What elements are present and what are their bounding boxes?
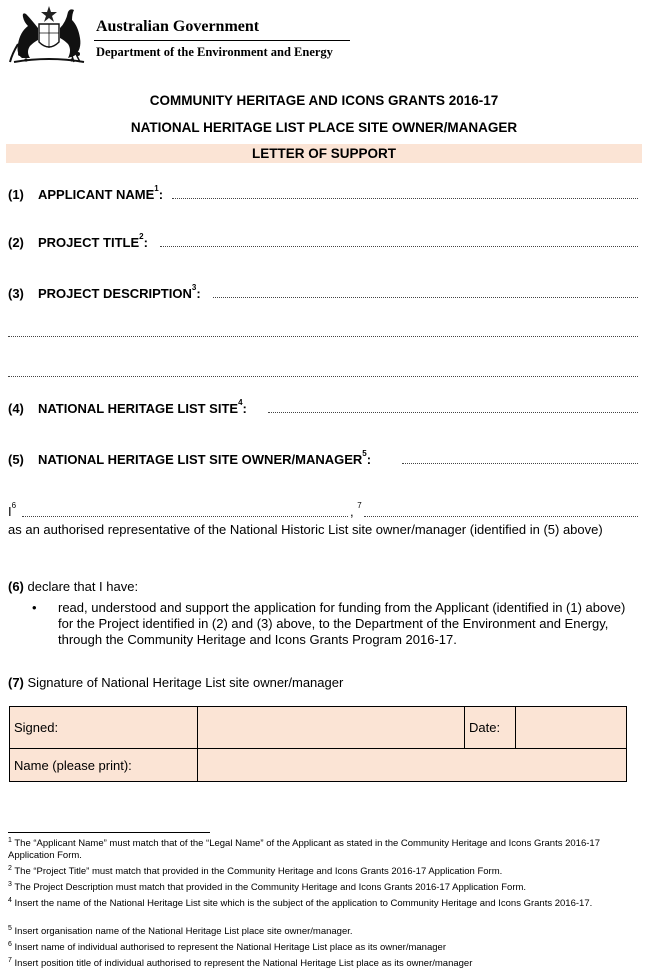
header-divider (94, 40, 350, 41)
representative-prefix: $I^6$ (8, 501, 17, 519)
signed-field[interactable] (198, 707, 465, 749)
representative-position-field[interactable] (364, 516, 638, 517)
footnote-5: $^5$ Insert organisation name of the National Heritage List place site owner/manager. (8, 925, 353, 937)
coat-of-arms-icon (8, 4, 90, 66)
date-label: Date: (465, 707, 516, 749)
project-description-field-line-1[interactable] (213, 297, 638, 298)
footnote-divider (8, 832, 210, 833)
declaration-intro: (6) declare that I have: (8, 579, 139, 594)
declaration-bullet: read, understood and support the application for funding from the Applicant (identified in (1) above) for the Project identified in (2) and (3) above, to the Department of the Environment and Energy, through the Community Heritage and Icons Grants Program 2016-17. (58, 600, 626, 647)
project-description-field-line-2[interactable] (8, 336, 638, 337)
project-title-field[interactable] (160, 246, 638, 247)
grant-title: COMMUNITY HERITAGE AND ICONS GRANTS 2016-17 (149, 93, 499, 108)
name-field[interactable] (198, 749, 627, 782)
question-applicant-name: (1) APPLICANT NAME$^1$: (8, 184, 164, 202)
heritage-site-field[interactable] (268, 412, 638, 413)
representative-name-field[interactable] (22, 516, 348, 517)
question-project-description: (3) PROJECT DESCRIPTION$^3$: (8, 283, 201, 301)
footnote-3: $^3$ The Project Description must match that provided in the Community Heritage and Icons Grants 2016-17 Application Form. (8, 881, 527, 893)
bullet-icon: • (32, 600, 37, 615)
footnote-1: $^1$ The “Applicant Name” must match that of the “Legal Name” of the Applicant as stated in the Community Heritage and Icons Grants 2016-17 Application Form. (8, 837, 600, 861)
applicant-name-field[interactable] (172, 198, 638, 199)
question-project-title: (2) PROJECT TITLE$^2$: (8, 232, 148, 250)
government-name: Australian Government (96, 18, 260, 35)
question-site-owner-manager: (5) NATIONAL HERITAGE LIST SITE OWNER/MANAGER$^5$: (8, 449, 372, 467)
department-name: Department of the Environment and Energy (96, 45, 333, 59)
footnote-4: $^4$ Insert the name of the National Heritage List site which is the subject of the application to Community Heritage and Icons Grants 2016-17. (8, 897, 593, 909)
representative-statement: as an authorised representative of the National Historic List site owner/manager (identified in (5) above) (8, 522, 603, 537)
site-owner-manager-field[interactable] (402, 463, 638, 464)
footnote-7: $^7$ Insert position title of individual authorised to represent the National Heritage List place as its owner/manager (8, 957, 473, 969)
footnote-6: $^6$ Insert name of individual authorised to represent the National Heritage List place as its owner/manager (8, 941, 446, 953)
signature-table (9, 706, 627, 782)
footnote-2: $^2$ The “Project Title” must match that provided in the Community Heritage and Icons Grants 2016-17 Application Form. (8, 865, 503, 877)
form-subtitle: NATIONAL HERITAGE LIST PLACE SITE OWNER/MANAGER (130, 120, 518, 135)
signature-heading: (7) Signature of National Heritage List site owner/manager (8, 675, 344, 690)
representative-position-marker: , $^7$ (350, 501, 362, 519)
name-label: Name (please print): (10, 749, 198, 782)
signed-label: Signed: (10, 707, 198, 749)
date-field[interactable] (516, 707, 627, 749)
project-description-field-line-3[interactable] (8, 376, 638, 377)
letter-title: LETTER OF SUPPORT (251, 146, 396, 161)
question-heritage-site: (4) NATIONAL HERITAGE LIST SITE$^4$: (8, 398, 247, 416)
